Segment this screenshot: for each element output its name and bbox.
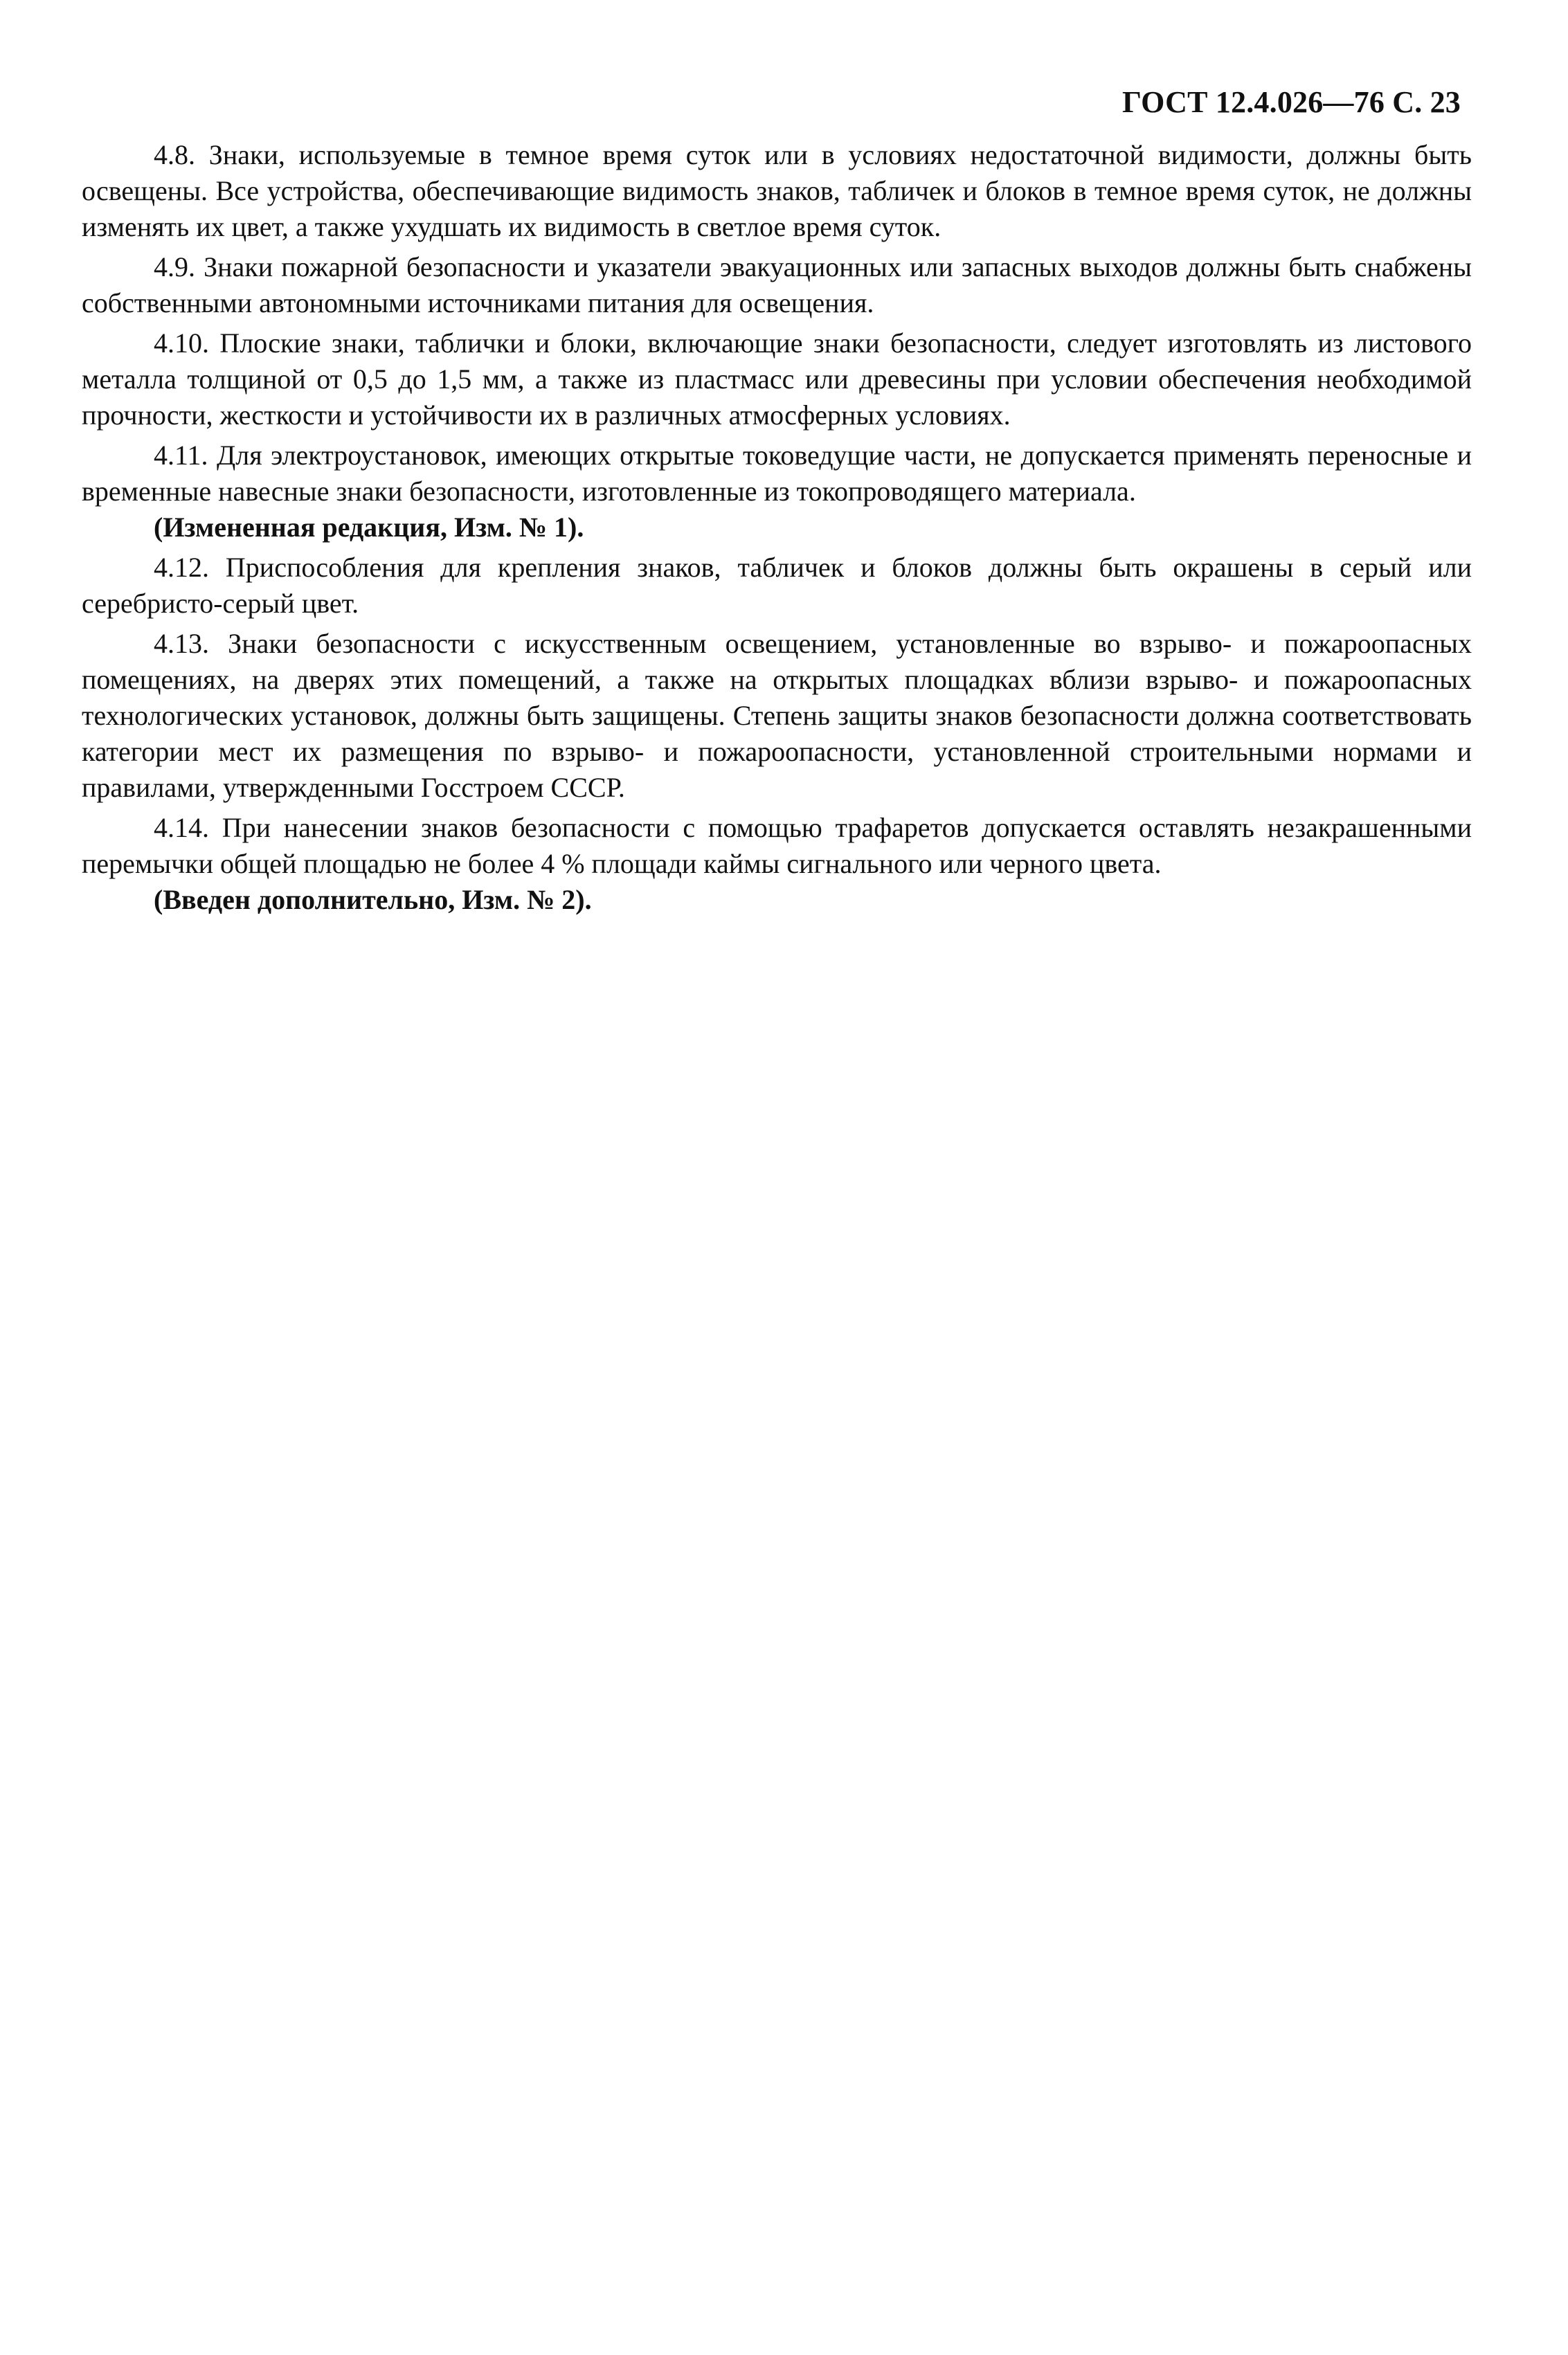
page-header: ГОСТ 12.4.026—76 С. 23 — [1122, 85, 1461, 119]
paragraph-4-12: 4.12. Приспособления для крепления знаков, табличек и блоков должны быть окрашены в серый или серебристо-серый цвет. — [82, 552, 1472, 619]
document-body — [82, 137, 1472, 922]
amendment-note-1: (Измененная редакция, Изм. № 1). — [154, 512, 584, 543]
paragraph-4-13: 4.13. Знаки безопасности с искусственным освещением, установленные во взрыво- и пожароопасных помещениях, на дверях этих помещений, а также на открытых площадках вблизи взрыво- и пожароопасных технологических установок, должны быть защищены. Степень защиты знаков безопасности должна соответствовать категории мест их размещения по взрыво- и пожароопасности, установленной строительными нормами и правилами, утвержденными Госстроем СССР. — [82, 628, 1472, 803]
paragraph-4-8: 4.8. Знаки, используемые в темное время суток или в условиях недостаточной видимости, должны быть освещены. Все устройства, обеспечивающие видимость знаков, табличек и блоков в темное время суток, не должны изменять их цвет, а также ухудшать их видимость в светлое время суток. — [82, 139, 1472, 242]
paragraph-4-14: 4.14. При нанесении знаков безопасности с помощью трафаретов допускается оставлять незакрашенными перемычки общей площадью не более 4 % площади каймы сигнального или черного цвета. — [82, 812, 1472, 879]
paragraph-4-10: 4.10. Плоские знаки, таблички и блоки, включающие знаки безопасности, следует изготовлять из листового металла толщиной от 0,5 до 1,5 мм, а также из пластмасс или древесины при условии обеспечения необходимой прочности, жесткости и устойчивости их в различных атмосферных условиях. — [82, 327, 1472, 431]
paragraph-4-9: 4.9. Знаки пожарной безопасности и указатели эвакуационных или запасных выходов должны быть снабжены собственными автономными источниками питания для освещения. — [82, 251, 1472, 318]
amendment-note-2: (Введен дополнительно, Изм. № 2). — [154, 884, 592, 915]
paragraph-4-11: 4.11. Для электроустановок, имеющих открытые токоведущие части, не допускается применять переносные и временные навесные знаки безопасности, изготовленные из токопроводящего материала. — [82, 440, 1472, 507]
